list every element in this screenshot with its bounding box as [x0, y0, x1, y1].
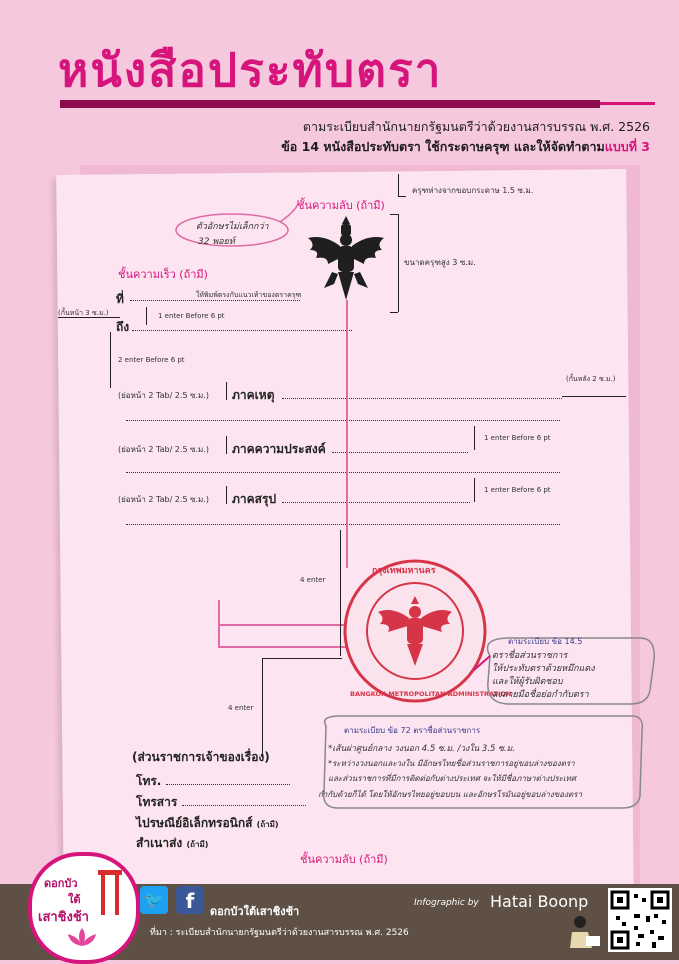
- page-title: หนังสือประทับตรา: [58, 43, 443, 97]
- summary-line-1: [282, 502, 470, 503]
- giant-swing-icon: [92, 866, 128, 916]
- regulation-subtitle: ตามระเบียบสำนักนายกรัฐมนตรีว่าด้วยงานสารบรรณ พ.ศ. 2526: [302, 119, 650, 134]
- urgency-label: ชั้นความเร็ว (ถ้ามี): [118, 268, 208, 281]
- enter-before-2: 1 enter Before 6 pt: [484, 434, 551, 442]
- fax-line: [182, 805, 306, 806]
- enter-before-1: 1 enter Before 6 pt: [158, 312, 225, 320]
- seal-text-bottom: BANGKOK METROPOLITAN ADMINISTRATION: [350, 690, 512, 698]
- section-summary: ภาคสรุป: [232, 492, 277, 506]
- enter4-bracket-b: [262, 658, 263, 758]
- stamp-note-line1: ตราชื่อส่วนราชการ: [492, 651, 568, 661]
- indent-bar-1: [226, 382, 227, 400]
- margin-left-note: (กั้นหน้า 3 ซ.ม.): [58, 309, 109, 317]
- agency-seal-icon: [340, 556, 490, 706]
- email-optional: (ถ้ามี): [256, 820, 279, 829]
- center-guide-line: [346, 300, 348, 568]
- logo-line2: ใต้: [68, 893, 81, 906]
- credit-prefix: Infographic by: [414, 898, 479, 908]
- stamp-note-line4: ลงลายมือชื่อย่อกำกับตรา: [492, 690, 589, 700]
- stamp-note-line2: ให้ประทับตราด้วยหมึกแดง: [492, 664, 595, 674]
- bracket-top-tick: [398, 196, 406, 197]
- rule72-line2: *ระหว่างวงนอกและวงใน มีอักษรไทยชื่อส่วนราชการอยู่ขอบล่างของตรา: [328, 759, 575, 768]
- indent-note-3: (ย่อหน้า 2 Tab/ 2.5 ซ.ม.): [118, 495, 209, 504]
- stamp-note-title: ตามระเบียบ ข้อ 14.5: [508, 637, 583, 646]
- section-cause: ภาคเหตุ: [232, 388, 275, 402]
- rule72-line3: และส่วนราชการที่มีการติดต่อกับต่างประเทศ จะให้มีชื่อภาษาต่างประเทศ: [328, 774, 576, 783]
- font-note-bubble: [170, 188, 310, 248]
- enter-before-3: 1 enter Before 6 pt: [484, 486, 551, 494]
- thueng-label: ถึง: [116, 320, 130, 334]
- page-name[interactable]: ดอกบัวใต้เสาชิงช้า: [210, 905, 300, 918]
- copy-label-text: สำเนาส่ง: [136, 836, 183, 850]
- facebook-icon[interactable]: f: [176, 886, 204, 914]
- credit-name: Hatai Boonp: [490, 892, 589, 911]
- purpose-line-1: [332, 452, 468, 453]
- secret-level-label: ชั้นความลับ (ถ้ามี): [297, 199, 385, 212]
- enter-bracket-2: [474, 426, 475, 450]
- logo-line1: ดอกบัว: [44, 877, 78, 890]
- bracket-garuda: [398, 214, 399, 312]
- enter-4b: 4 enter: [228, 704, 254, 712]
- copy-optional: (ถ้ามี): [186, 840, 209, 849]
- bracket-top: [398, 174, 399, 196]
- bracket-garuda-top: [390, 214, 398, 215]
- indent-bar-3: [226, 486, 227, 504]
- stamp-note-line3: และให้ผู้รับผิดชอบ: [492, 677, 563, 687]
- page-logo[interactable]: [28, 852, 140, 964]
- margin-right-note: (กั้นหลัง 2 ซ.ม.): [566, 375, 616, 383]
- tel-line: [166, 784, 290, 785]
- enter4-connector: [262, 658, 342, 659]
- owner-label: (ส่วนราชการเจ้าของเรื่อง): [132, 750, 270, 764]
- indent-note-2: (ย่อหน้า 2 Tab/ 2.5 ซ.ม.): [118, 445, 209, 454]
- logo-line3: เสาชิงช้า: [38, 910, 89, 925]
- enter2-bracket: [110, 332, 111, 388]
- enter1-bracket: [146, 307, 147, 325]
- qr-code-icon[interactable]: [608, 888, 672, 952]
- cause-line-2: [126, 420, 560, 421]
- garuda-size-note: ขนาดครุฑสูง 3 ซ.ม.: [404, 258, 476, 267]
- font-note-line2: 32 พอยท์: [198, 237, 235, 247]
- seal-text-top: กรุงเทพมหานคร: [372, 566, 436, 576]
- clause-highlight: แบบที่ 3: [604, 139, 650, 154]
- thueng-line: [132, 330, 352, 331]
- enter-bracket-3: [474, 478, 475, 502]
- summary-line-2: [126, 524, 560, 525]
- margin-right-arrow: [562, 396, 626, 397]
- indent-note-1: (ย่อหน้า 2 Tab/ 2.5 ซ.ม.): [118, 391, 209, 400]
- purpose-line-2: [126, 472, 560, 473]
- person-reading-icon: [568, 914, 604, 954]
- rule72-line4: กำกับด้วยก็ได้ โดยให้อักษรไทยอยู่ขอบบน และอักษรโรมันอยู่ขอบล่างของตรา: [318, 790, 582, 799]
- tel-label: โทร.: [136, 774, 162, 788]
- garuda-emblem-icon: [304, 214, 388, 304]
- garuda-top-note: ครุฑห่างจากขอบกระดาษ 1.5 ซ.ม.: [412, 186, 534, 195]
- enter-4a: 4 enter: [300, 576, 326, 584]
- cause-line-1: [282, 398, 562, 399]
- rule72-line1: *เส้นผ่าศูนย์กลาง วงนอก 4.5 ซ.ม. /วงใน 3.5 ซ.ม.: [328, 744, 515, 754]
- bottom-secret-label: ชั้นความลับ (ถ้ามี): [300, 853, 388, 866]
- source-text: ที่มา : ระเบียบสำนักนายกรัฐมนตรีว่าด้วยงานสารบรรณ พ.ศ. 2526: [150, 928, 409, 938]
- font-note-line1: ตัวอักษรไม่เล็กกว่า: [196, 222, 269, 232]
- email-label-text: ไปรษณีย์อิเล็กทรอนิกส์: [136, 816, 253, 830]
- clause-text: ข้อ 14 หนังสือประทับตรา ใช้กระดาษครุฑ และให้จัดทำตาม: [281, 139, 605, 154]
- twitter-icon[interactable]: 🐦: [140, 886, 168, 914]
- ti-note: ให้พิมพ์ตรงกับแนวเท้าของตราครุฑ: [196, 291, 302, 299]
- ti-label: ที่: [116, 292, 124, 306]
- margin-left-arrow: [58, 317, 120, 318]
- indent-bar-2: [226, 436, 227, 454]
- rule72-title: ตามระเบียบ ข้อ 72 ตราชื่อส่วนราชการ: [344, 726, 481, 735]
- section-purpose: ภาคความประสงค์: [232, 442, 326, 456]
- fax-label: โทรสาร: [136, 795, 178, 809]
- email-label: [136, 814, 279, 833]
- lotus-icon: [62, 926, 102, 948]
- enter-2-before: 2 enter Before 6 pt: [118, 356, 185, 364]
- copy-label: [136, 834, 208, 853]
- bracket-garuda-bottom: [390, 312, 398, 313]
